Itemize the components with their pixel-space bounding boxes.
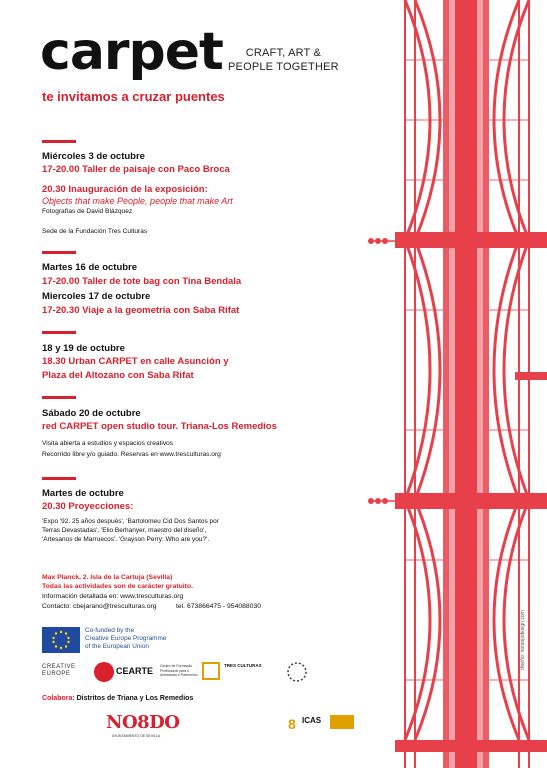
eu-cofunded-text: [85, 627, 166, 651]
invite-heading: te invitamos a cruzar puentes: [42, 89, 225, 104]
address: Max Planck, 2. Isla de la Cartuja (Sevilla): [42, 574, 173, 581]
event-venue: Sede de la Fundación Tres Culturas: [42, 228, 148, 235]
event-line: 18.30 Urban CARPET en calle Asunción y: [42, 356, 229, 367]
event-line: 17-20.00 Taller de tote bag con Tina Bendala: [42, 276, 242, 287]
junta-logo-icon: [330, 715, 354, 729]
fundacion-logo-icon: [286, 661, 308, 683]
contact-phone: tel. 673866475 - 954088030: [176, 603, 262, 610]
no8do-logo: NO8DO: [106, 712, 180, 733]
event-line: Fotografías de David Blázquez: [42, 208, 133, 215]
colabora-text: Distritos de Triana y Los Remedios: [76, 695, 194, 702]
creative-europe-logo: CREATIVE EUROPE: [42, 664, 76, 677]
cearte-subtitle: Centro de Formação Profissional para o Artesanato e Património: [160, 664, 198, 677]
event-day: Sábado 20 de octubre: [42, 408, 141, 419]
event-line: 'Expo '92. 25 años después', 'Bartolomeu Cid Dos Santos por: [42, 518, 219, 525]
section-divider: [42, 331, 76, 334]
section-divider: [42, 477, 76, 480]
no8do-subtitle: AYUNTAMIENTO DE SEVILLA: [112, 734, 161, 738]
eu-line: of the European Union: [85, 643, 149, 650]
eu-line: Creative Europe Programme: [85, 635, 167, 642]
section-divider: [42, 251, 76, 254]
colabora-line: [42, 695, 193, 702]
design-credit: diseño: naranjodesign.com: [520, 610, 526, 670]
free-notice: Todas las actividades son de carácter gratuito.: [42, 583, 193, 590]
event-line: Objects that make People, people that make Art: [42, 196, 233, 206]
lamp-icon: [366, 494, 396, 508]
event-line: Visita abierta a estudios y espacios creativos: [42, 440, 174, 447]
event-day: Martes de octubre: [42, 488, 124, 499]
event-line: 'Artesanos de Marruecos'. 'Grayson Perry: Who are you?'.: [42, 536, 210, 543]
event-line: 20.30 Inauguración de la exposición:: [42, 184, 208, 195]
lamp-icon: [366, 234, 396, 248]
event-line: Plaza del Altozano con Saba Rifat: [42, 370, 194, 381]
section-divider: [42, 396, 76, 399]
event-day: 18 y 19 de octubre: [42, 343, 125, 354]
colabora-label: Colabora:: [42, 695, 75, 702]
eu-flag-icon: [42, 627, 80, 653]
tagline-line2: PEOPLE TOGETHER: [228, 61, 339, 73]
event-line: Recorrido libre y/o guiado. Reservas en www.tresculturas.org: [42, 451, 221, 458]
tagline: [228, 46, 339, 74]
event-line: 17-20.00 Taller de paisaje con Paco Broca: [42, 164, 230, 175]
event-line: 17-20.30 Viaje a la geometría con Saba Rifat: [42, 305, 240, 316]
cearte-logo: CEARTE: [116, 666, 154, 676]
tres-culturas-icon: [202, 662, 220, 680]
event-line: Terras Devastadas', 'Elio Berhanyer, maestro del diseño',: [42, 527, 207, 534]
icas-symbol-icon: 8: [288, 716, 296, 732]
carpet-logo: carpet: [40, 22, 223, 82]
section-divider: [42, 140, 76, 143]
icas-logo: ICAS: [302, 716, 322, 725]
event-day: Miércoles 3 de octubre: [42, 151, 145, 162]
tagline-line1: CRAFT, ART &: [245, 47, 322, 59]
event-day: Martes 16 de octubre: [42, 262, 138, 273]
contact-email: Contacto: cbejarano@tresculturas.org: [42, 603, 157, 610]
tres-culturas-logo: TRES CULTURAS: [224, 663, 262, 668]
event-line: red CARPET open studio tour. Triana-Los Remedios: [42, 421, 277, 432]
info-line: Información detallada en: www.tresculturas.org: [42, 593, 184, 600]
eu-line: Co-funded by the: [85, 627, 135, 634]
event-line: 20.30 Proyecciones:: [42, 501, 134, 512]
event-day: Miercoles 17 de octubre: [42, 291, 151, 302]
cearte-logo-icon: [94, 662, 114, 682]
